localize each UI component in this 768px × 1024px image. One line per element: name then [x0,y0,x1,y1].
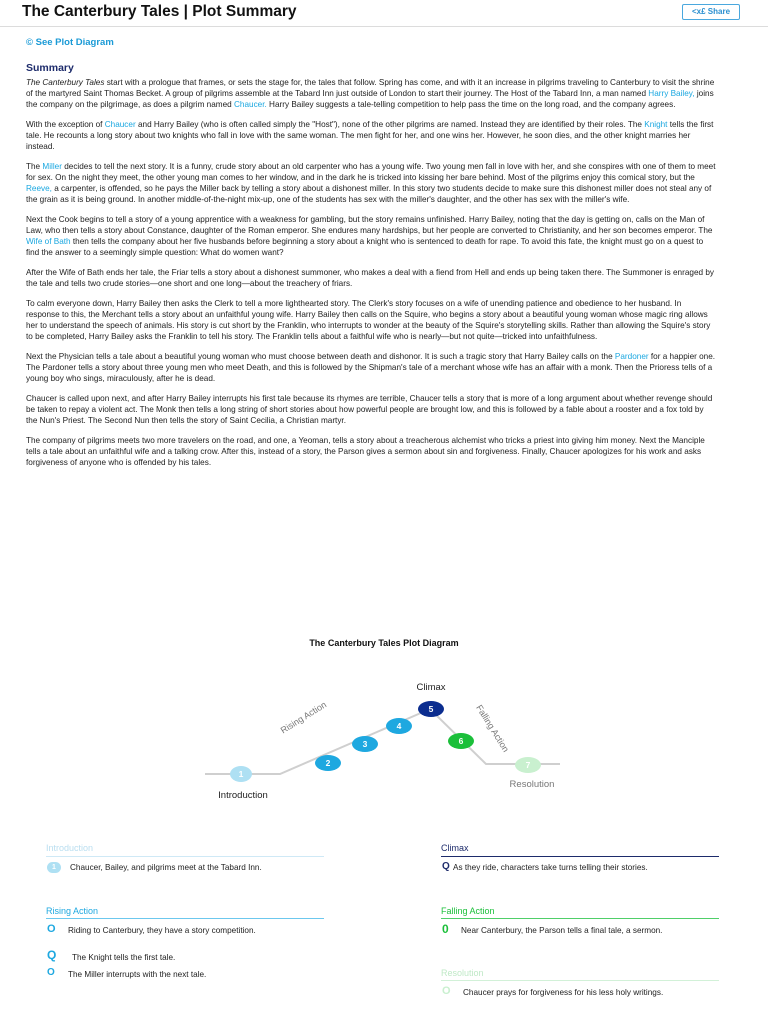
summary-paragraph: To calm everyone down, Harry Bailey then asks the Clerk to tell a more lighthearted story. The Clerk's story focuses on a wife of unending patience and obedience to her husband. In response to this, the Merchant tells a story about an unfaithful young wife. Harry Bailey then calls on the Squire, who begins a story about a beautiful young woman whose magic ring allows her to understand the speech of animals. His story is cut short by the Franklin, who interrupts to wonder at the beauty of the Squire's storytelling skills. Rather than allowing the Squire's story to be completed, Harry Bailey asks the Franklin to tell his story. The Franklin tells about a faithful wife who is nearly—but not quite—tricked into unfaithfulness. [26,299,711,341]
summary-paragraph [26,77,716,110]
plot-diagram [0,650,768,830]
table-heading-climax: Climax [441,843,469,853]
paragraph-text: Next the Cook begins to tell a story of a young apprentice with a weakness for gambling, but the story remains unfinished. Harry Bailey, noting that the day is getting on, calls on the Man of Law, who then tells a story about Constance, daughter of the Roman emperor. She endures many hardships, but her people are converted to Christianity, and her son becomes emperor. The [26,215,713,235]
plot-point-label: 4 [396,721,402,732]
table-rule [441,918,719,919]
list-item: The Miller interrupts with the next tale. [68,970,207,979]
table-rule [46,856,324,857]
table-rule [46,918,324,919]
list-item: The Knight tells the first tale. [72,953,176,962]
summary-paragraph [26,119,716,152]
diagram-label-climax: Climax [416,682,446,693]
diagram-label-resolution: Resolution [509,779,555,790]
list-bullet: Q [442,861,450,872]
paragraph-text: a carpenter, is offended, so he pays the Miller back by telling a story about a dishonest miller. In this story two students decide to make sure this dishonest miller does not steal any of the grain as it is being ground. In another middle-of-the-night mix-up, one of the students has sex with the miller's daughter, and the other has sex with the miller's wife. [26,184,712,204]
paragraph-text: Next the Physician tells a tale about a beautiful young woman who must choose between death and dishonor. It is such a tragic story that Harry Bailey calls on the [26,352,615,361]
diagram-label-falling-action: Falling Action [474,703,511,754]
paragraph-text: Harry Bailey suggests a tale-telling competition to help pass the time on the long road, and the company agrees. [266,100,676,109]
character-link-wife-of-bath[interactable]: Wife of Bath [26,237,71,246]
character-link-knight[interactable]: Knight [644,120,668,129]
paragraph-text: for a happier one. The Pardoner tells a story about three young men who meet Death, and this is followed by the Shipman's tale of a merchant whose wife has an affair with a monk. Then the Prioress tells of a young boy who sings, miraculously, after he is dead. [26,352,716,383]
character-link-pardoner[interactable]: Pardoner [614,352,649,361]
plot-point-label: 3 [362,739,368,750]
summary-paragraph: Chaucer is called upon next, and after Harry Bailey interrupts his first tale because its rhymes are terrible, Chaucer tells a story that is more of a long argument about whether revenge should be taken to repay a violent act. The Monk then tells a long string of short stories about how powerful people are brought low, and this is followed by a fable about a rooster and a fox told by the Nun's Priest. The Second Nun then tells the story of Saint Cecilia, a Christian martyr. [26,394,713,425]
table-rule [441,856,719,857]
list-item: Riding to Canterbury, they have a story competition. [68,926,256,935]
diagram-label-rising-action: Rising Action [278,699,329,736]
list-bullet: Q [47,948,57,962]
share-button[interactable]: <x£ Share [682,4,740,20]
table-heading-resolution: Resolution [441,968,484,978]
paragraph-text: With the exception of [26,120,105,129]
character-link-harry-bailey[interactable]: Harry Bailey, [648,89,695,98]
list-item: Chaucer, Bailey, and pilgrims meet at the Tabard Inn. [70,863,262,872]
table-rule [441,980,719,981]
plot-point-label: 2 [325,758,331,769]
table-heading-introduction: Introduction [46,843,94,853]
summary-heading: Summary [26,62,74,74]
plot-point-label: 5 [428,704,434,715]
list-bullet: 1 [47,862,61,873]
table-heading-rising-action: Rising Action [46,906,99,916]
list-item: Near Canterbury, the Parson tells a final tale, a sermon. [461,926,663,935]
list-bullet: O [442,985,451,997]
list-bullet: 0 [442,922,449,936]
list-item: As they ride, characters take turns telling their stories. [453,863,648,872]
summary-paragraph [26,161,716,205]
table-heading-falling-action: Falling Action [441,906,495,916]
character-link-chaucer[interactable]: Chaucer. [234,100,267,109]
plot-diagram-title: The Canterbury Tales Plot Diagram [309,638,459,648]
character-link-reeve[interactable]: Reeve, [26,184,52,193]
diagram-label-introduction: Introduction [218,790,268,801]
list-bullet: O [47,923,56,935]
page-title: The Canterbury Tales | Plot Summary [22,3,297,20]
page-header [0,0,768,27]
plot-point-label: 7 [525,760,531,771]
summary-body [26,77,716,477]
paragraph-text: start with a prologue that frames, or sets the stage for, the tales that follow. Spring has come, and with it an increase in pilgrims traveling to Canterbury to visit the shrine of the martyred Saint Thomas Becket. A group of pilgrims assemble at the Tabard Inn just outside of London to start their journey. The Host of the Tabard Inn, a man named [26,78,715,98]
paragraph-text: The [26,162,43,171]
list-item: Chaucer prays for forgiveness for his less holy writings. [463,988,664,997]
plot-point-label: 6 [458,736,464,747]
paragraph-text: decides to tell the next story. It is a funny, crude story about an old carpenter who has a young wife. Two young men fall in love with her, and she conspires with one of them to meet for sex. On the night they meet, the other young man comes to her window, and in the dark he is tricked into kissing her bare behind. Most of the pilgrims enjoy this comical story, but the [26,162,716,182]
summary-paragraph: After the Wife of Bath ends her tale, the Friar tells a story about a dishonest summoner, who makes a deal with a fiend from Hell and ends up being taken there. The Summoner is enraged by the tale and tells two crude stories—one short and one long—about the treachery of friars. [26,268,714,288]
summary-paragraph [26,351,716,384]
character-link-miller[interactable]: Miller [42,162,62,171]
summary-paragraph: The company of pilgrims meets two more travelers on the road, and one, a Yeoman, tells a story about a treacherous alchemist who tricks a priest into giving him money. Next the Manciple tells a tale about an unfaithful wife and a talking crow. After this, instead of a story, the Parson gives a sermon about sin and forgiveness. Finally, Chaucer apologizes for his work and asks forgiveness of anyone who is offended by his tales. [26,436,705,467]
plot-point-label: 1 [238,769,244,780]
paragraph-text: joins the company on the pilgrimage, as does a pilgrim named [26,89,714,109]
book-title: The Canterbury Tales [26,78,105,87]
summary-paragraph [26,214,716,258]
character-link-chaucer[interactable]: Chaucer [104,120,136,129]
paragraph-text: then tells the company about her five husbands before beginning a story about a knight who is sentenced to death for rape. To avoid this fate, the knight must go on a quest to find the answer to a seemingly simple question: What do women want? [26,237,704,257]
see-plot-diagram-link[interactable]: © See Plot Diagram [26,37,114,48]
paragraph-text: and Harry Bailey (who is often called simply the "Host"), none of the other pilgrims are named. Instead they are identified by their roles. The [135,120,645,129]
list-bullet: O [47,967,55,978]
paragraph-text: tells the first tale. He recounts a long story about two knights who fall in love with the same woman. The men fight for her, and one wins her. However, he soon dies, and the other knight marries her instead. [26,120,714,151]
